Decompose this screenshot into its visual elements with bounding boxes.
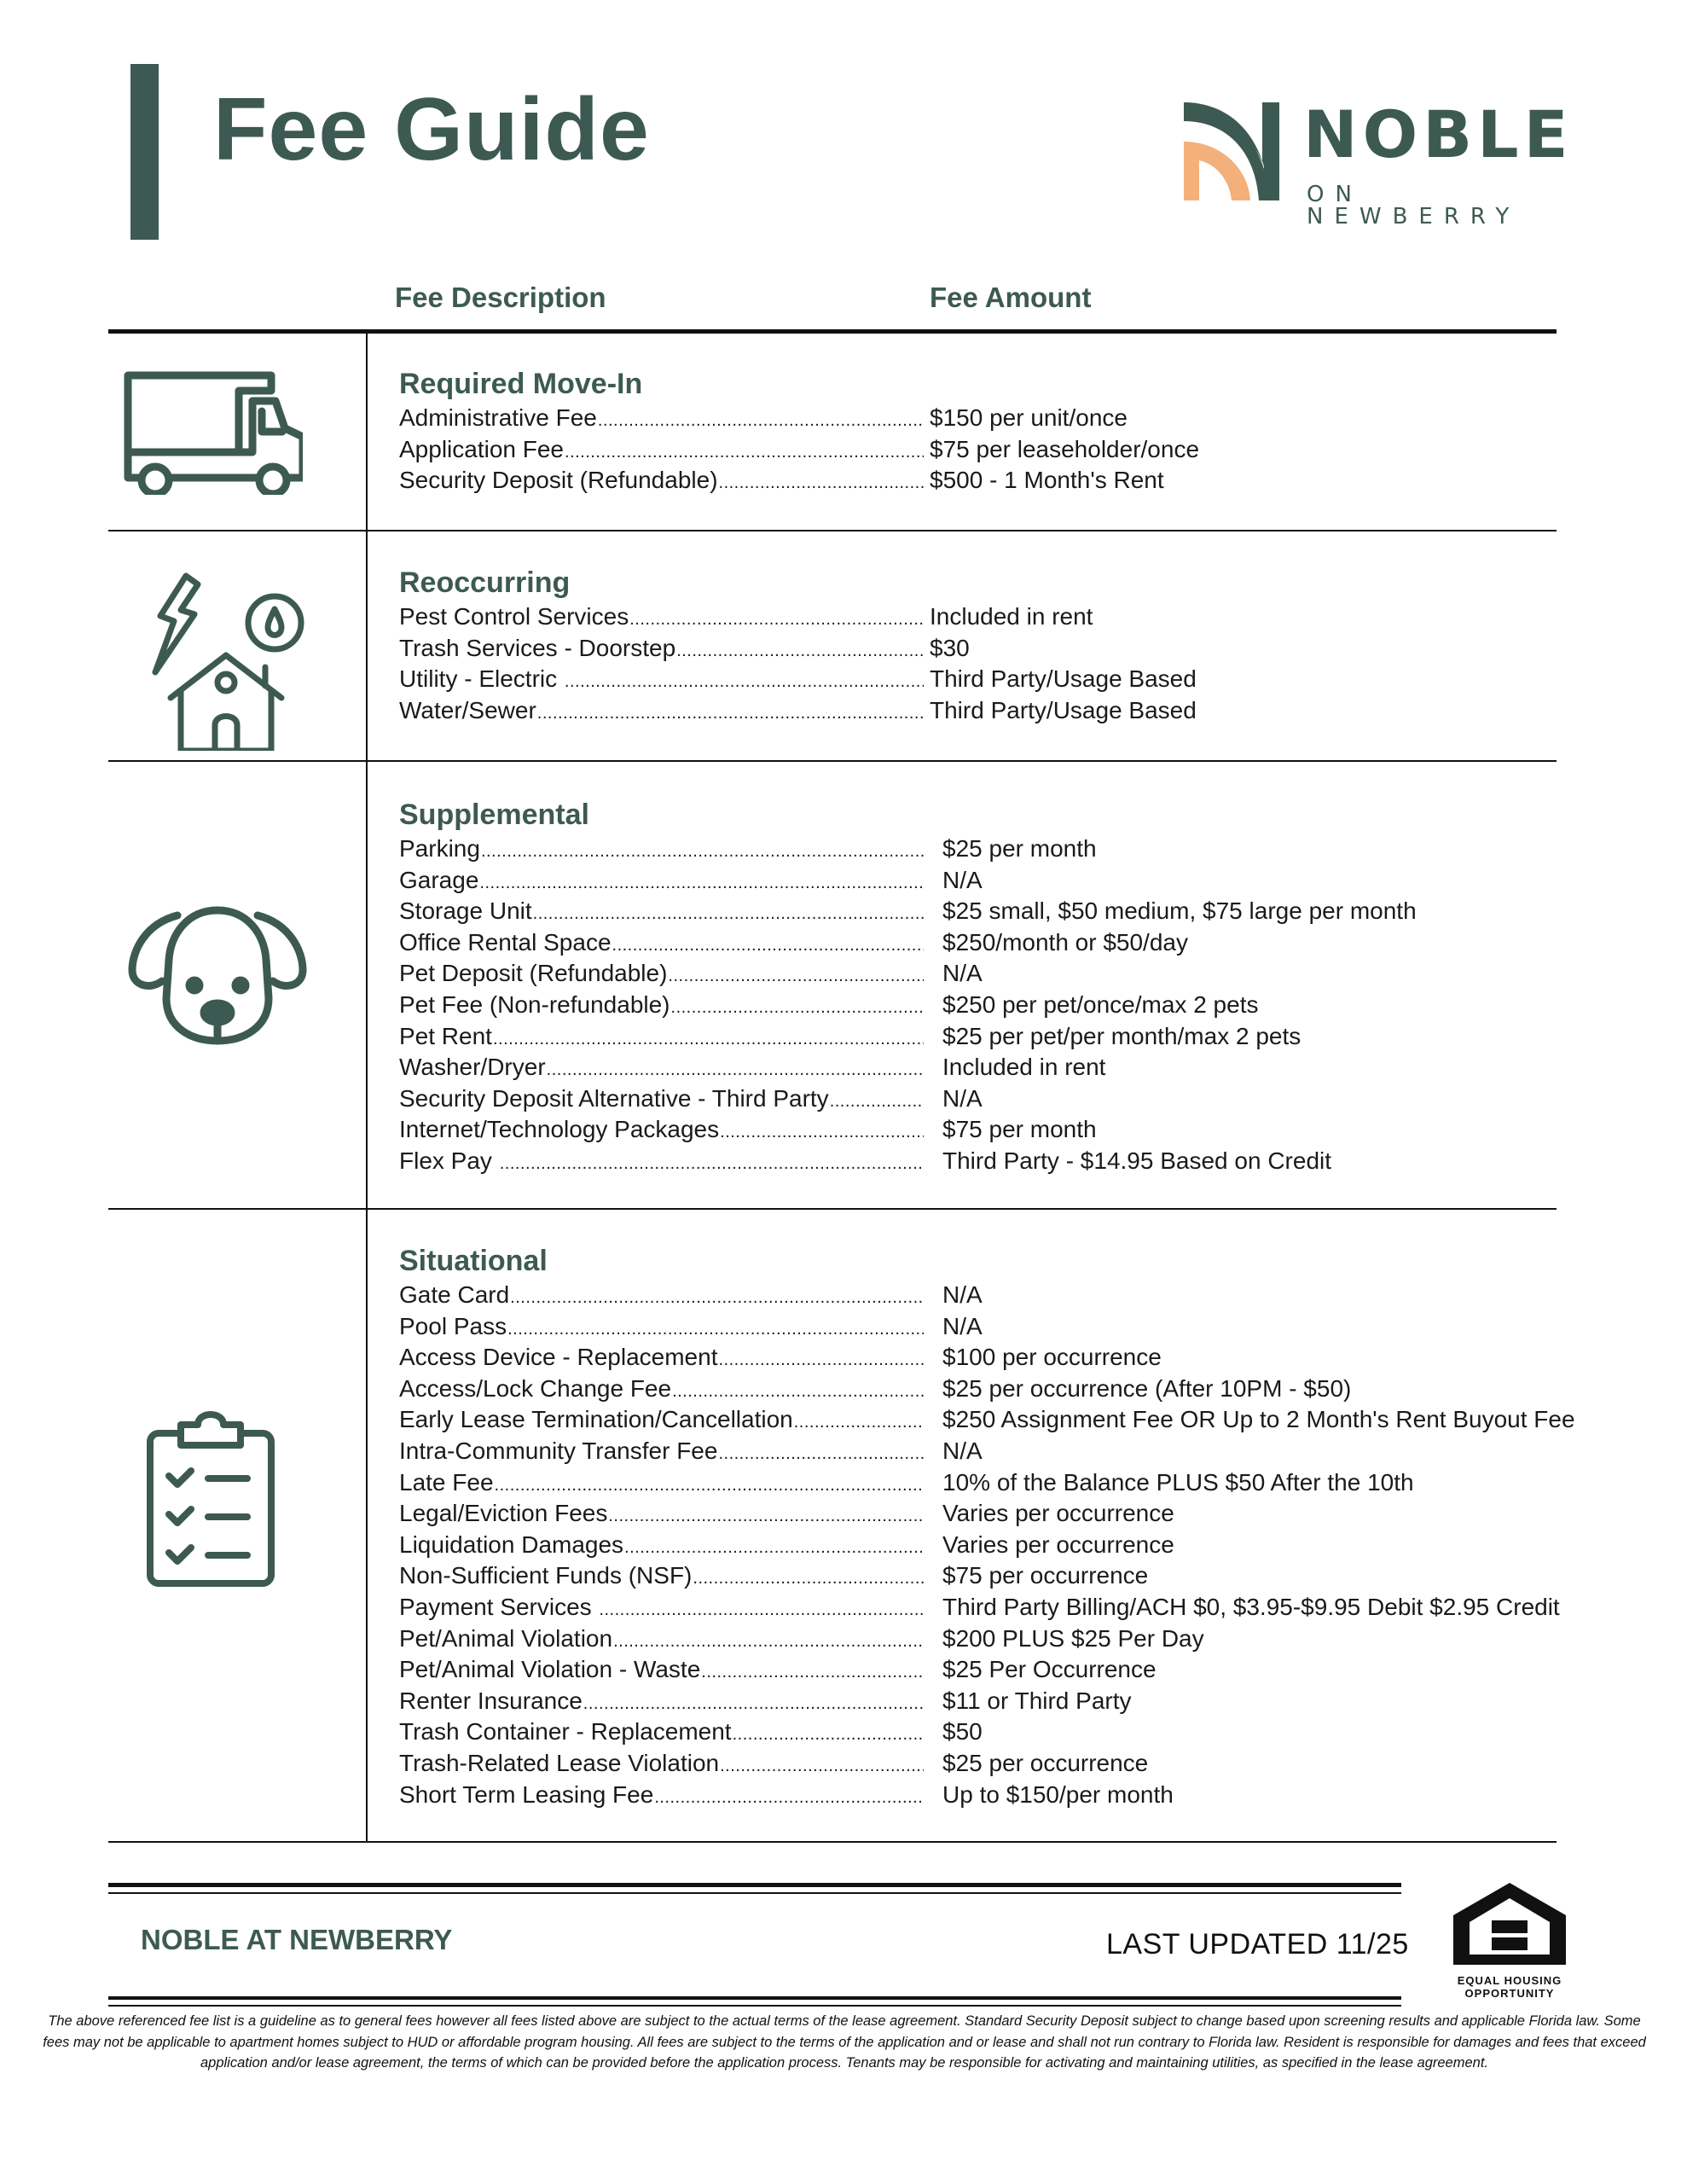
fee-amount: $250/month or $50/day xyxy=(942,928,1188,956)
column-header-description: Fee Description xyxy=(395,282,606,313)
fee-row xyxy=(399,1083,983,1115)
fee-description: Trash-Related Lease Violation ..... xyxy=(399,1748,924,1782)
fee-description: Access Device - Replacement ..... xyxy=(399,1342,924,1376)
fee-amount: Varies per occurrence xyxy=(942,1531,1174,1558)
legal-disclaimer: The above referenced fee list is a guideline as to general fees however all fees listed above are subject to the actual terms of the lease agreement. Standard Security Deposit subject to change based upon screening results and applicable Florida law. Some fees may not be applicable to apartment homes subject to HUD or affordable program housing. All fees are subject to the terms of the application and or lease and shall not run contrary to Florida law. Resident is responsible for damages and fees that exceed application and/or lease agreement, the terms of which can be provided before the application process. Tenants may be responsible for activating and maintaining utilities, as specified in the lease agreement. xyxy=(43,2013,1646,2071)
fee-amount: $25 Per Occurrence xyxy=(942,1656,1157,1683)
fee-amount: N/A xyxy=(942,960,983,987)
footer-property-name: NOBLE AT NEWBERRY xyxy=(141,1924,453,1955)
fee-amount: N/A xyxy=(942,866,983,893)
moving-truck-icon xyxy=(119,367,303,495)
fee-row xyxy=(399,1748,1149,1780)
section-situational xyxy=(399,1242,1575,1810)
logo-wordmark: NOBLE xyxy=(1303,96,1574,172)
fee-amount: $200 PLUS $25 Per Day xyxy=(942,1624,1204,1652)
fee-row xyxy=(399,1716,983,1748)
fee-description: Application Fee ..... xyxy=(399,434,924,468)
fee-amount: $25 per occurrence (After 10PM - $50) xyxy=(942,1374,1352,1402)
fee-row xyxy=(399,1560,1149,1592)
footer-top-rule xyxy=(108,1883,1401,1887)
fee-row xyxy=(399,990,1259,1021)
fee-description: Security Deposit (Refundable) ..... xyxy=(399,465,924,499)
fee-row xyxy=(399,1436,983,1467)
fee-description: Pet Deposit (Refundable) ..... xyxy=(399,958,924,992)
fee-row xyxy=(399,958,983,990)
column-divider xyxy=(366,334,368,1842)
footer-bottom-rule-thin xyxy=(108,2005,1401,2007)
fee-row xyxy=(399,1114,1097,1146)
fee-description: Access/Lock Change Fee ..... xyxy=(399,1374,924,1408)
fee-row xyxy=(399,1280,983,1311)
fee-amount: Up to $150/per month xyxy=(942,1780,1174,1808)
fee-row xyxy=(399,1374,1352,1405)
table-bottom-rule xyxy=(108,1841,1557,1843)
fee-description: Short Term Leasing Fee ..... xyxy=(399,1780,924,1814)
fee-amount: $30 xyxy=(930,634,970,661)
fee-description: Storage Unit ..... xyxy=(399,896,924,930)
section-title: Supplemental xyxy=(399,799,589,831)
fee-amount: $75 per leaseholder/once xyxy=(930,435,1200,462)
row-divider xyxy=(108,760,1557,762)
section-title: Situational xyxy=(399,1245,548,1277)
fee-description: Trash Services - Doorstep ..... xyxy=(399,633,924,667)
fee-description: Parking ..... xyxy=(399,834,924,868)
fee-description: Late Fee ..... xyxy=(399,1467,924,1502)
fee-amount: $25 per pet/per month/max 2 pets xyxy=(942,1022,1301,1049)
fee-row xyxy=(399,1686,1132,1717)
fee-description: Pet/Animal Violation - Waste ..... xyxy=(399,1654,924,1688)
row-divider xyxy=(108,530,1557,531)
dog-icon xyxy=(128,900,307,1045)
fee-description: Gate Card ..... xyxy=(399,1280,924,1314)
fee-row xyxy=(399,896,1417,927)
fee-row xyxy=(399,1623,1204,1655)
fee-amount: $75 per occurrence xyxy=(942,1562,1149,1589)
fee-description: Renter Insurance ..... xyxy=(399,1686,924,1720)
fee-row xyxy=(399,1467,1414,1499)
fee-row xyxy=(399,927,1188,959)
fee-amount: Varies per occurrence xyxy=(942,1500,1174,1527)
fee-row xyxy=(399,1052,1106,1083)
fee-row xyxy=(399,1404,1575,1436)
section-reoccurring xyxy=(399,564,1197,726)
fee-amount: Included in rent xyxy=(942,1054,1106,1081)
fee-description: Payment Services ..... xyxy=(399,1592,924,1626)
utilities-house-icon xyxy=(145,572,307,751)
fee-description: Garage ..... xyxy=(399,865,924,899)
section-title: Reoccurring xyxy=(399,566,571,599)
fee-row xyxy=(399,1530,1174,1561)
section-required-move-in xyxy=(399,365,1200,497)
fee-row xyxy=(399,834,1097,865)
fee-description: Legal/Eviction Fees ..... xyxy=(399,1498,924,1532)
fee-amount: $25 per month xyxy=(942,835,1097,862)
fee-amount: $150 per unit/once xyxy=(930,404,1128,431)
equal-housing-house-icon xyxy=(1450,1881,1569,1965)
fee-amount: $500 - 1 Month's Rent xyxy=(930,467,1164,494)
fee-amount: Included in rent xyxy=(930,603,1093,630)
fee-row xyxy=(399,695,1197,727)
fee-amount: 10% of the Balance PLUS $50 After the 10th xyxy=(942,1468,1414,1496)
equal-housing-logo xyxy=(1450,1881,1569,2000)
noble-logo xyxy=(1184,96,1574,229)
column-header-amount: Fee Amount xyxy=(930,282,1092,313)
fee-row xyxy=(399,601,1093,633)
fee-amount: $50 xyxy=(942,1718,983,1745)
fee-amount: $250 per pet/once/max 2 pets xyxy=(942,990,1259,1018)
fee-row xyxy=(399,1311,983,1343)
footer-bottom-rule xyxy=(108,1996,1401,2000)
fee-description: Pet/Animal Violation ..... xyxy=(399,1623,924,1658)
fee-amount: Third Party/Usage Based xyxy=(930,665,1197,693)
fee-amount: $75 per month xyxy=(942,1116,1097,1143)
page-title: Fee Guide xyxy=(213,80,650,179)
fee-row xyxy=(399,1780,1174,1811)
title-accent-bar xyxy=(130,64,159,240)
noble-n-mark-icon xyxy=(1184,102,1286,200)
fee-amount: N/A xyxy=(942,1437,983,1464)
fee-row xyxy=(399,1021,1301,1053)
fee-amount: Third Party/Usage Based xyxy=(930,696,1197,723)
fee-description: Intra-Community Transfer Fee ..... xyxy=(399,1436,924,1470)
fee-amount: N/A xyxy=(942,1312,983,1339)
clipboard-checklist-icon xyxy=(147,1408,275,1587)
fee-description: Trash Container - Replacement ..... xyxy=(399,1716,924,1751)
fee-amount: Third Party Billing/ACH $0, $3.95-$9.95 Debit $2.95 Credit xyxy=(942,1593,1560,1620)
section-title: Required Move-In xyxy=(399,368,643,400)
eho-line-2: OPPORTUNITY xyxy=(1464,1987,1555,2000)
last-updated-date: LAST UPDATED 11/25 xyxy=(1106,1928,1409,1960)
fee-description: Office Rental Space ..... xyxy=(399,927,924,961)
fee-description: Utility - Electric ..... xyxy=(399,664,924,698)
fee-amount: $11 or Third Party xyxy=(942,1687,1132,1714)
fee-description: Internet/Technology Packages ..... xyxy=(399,1114,924,1148)
fee-amount: N/A xyxy=(942,1281,983,1308)
fee-description: Washer/Dryer ..... xyxy=(399,1052,924,1086)
fee-description: Pet Rent ..... xyxy=(399,1021,924,1055)
fee-amount: $250 Assignment Fee OR Up to 2 Month's Rent Buyout Fee xyxy=(942,1406,1575,1433)
fee-description: Water/Sewer ..... xyxy=(399,695,924,729)
fee-description: Pet Fee (Non-refundable) ..... xyxy=(399,990,924,1024)
logo-subtitle: ON NEWBERRY xyxy=(1307,182,1521,229)
fee-amount: N/A xyxy=(942,1084,983,1112)
footer-top-rule-thin xyxy=(108,1892,1401,1894)
fee-row xyxy=(399,633,970,665)
fee-row xyxy=(399,1342,1162,1374)
section-supplemental xyxy=(399,796,1417,1177)
fee-amount: $25 small, $50 medium, $75 large per month xyxy=(942,897,1417,925)
fee-row xyxy=(399,865,983,897)
fee-row xyxy=(399,465,1164,497)
fee-description: Flex Pay ..... xyxy=(399,1146,924,1180)
fee-amount: $100 per occurrence xyxy=(942,1344,1162,1371)
fee-description: Pest Control Services ..... xyxy=(399,601,924,636)
fee-row xyxy=(399,1654,1157,1686)
fee-row xyxy=(399,664,1197,695)
fee-description: Security Deposit Alternative - Third Party ..... xyxy=(399,1083,924,1118)
row-divider xyxy=(108,1208,1557,1210)
fee-description: Early Lease Termination/Cancellation ..... xyxy=(399,1404,924,1438)
table-top-rule xyxy=(108,329,1557,334)
fee-row xyxy=(399,403,1128,434)
fee-description: Non-Sufficient Funds (NSF) ..... xyxy=(399,1560,924,1594)
eho-line-1: EQUAL HOUSING xyxy=(1457,1974,1562,1987)
fee-row xyxy=(399,1498,1174,1530)
fee-description: Liquidation Damages ..... xyxy=(399,1530,924,1564)
fee-description: Pool Pass ..... xyxy=(399,1311,924,1345)
fee-amount: Third Party - $14.95 Based on Credit xyxy=(942,1147,1332,1174)
fee-amount: $25 per occurrence xyxy=(942,1749,1149,1776)
fee-row xyxy=(399,1146,1332,1177)
fee-description: Administrative Fee ..... xyxy=(399,403,924,437)
fee-row xyxy=(399,1592,1560,1623)
fee-row xyxy=(399,434,1200,466)
